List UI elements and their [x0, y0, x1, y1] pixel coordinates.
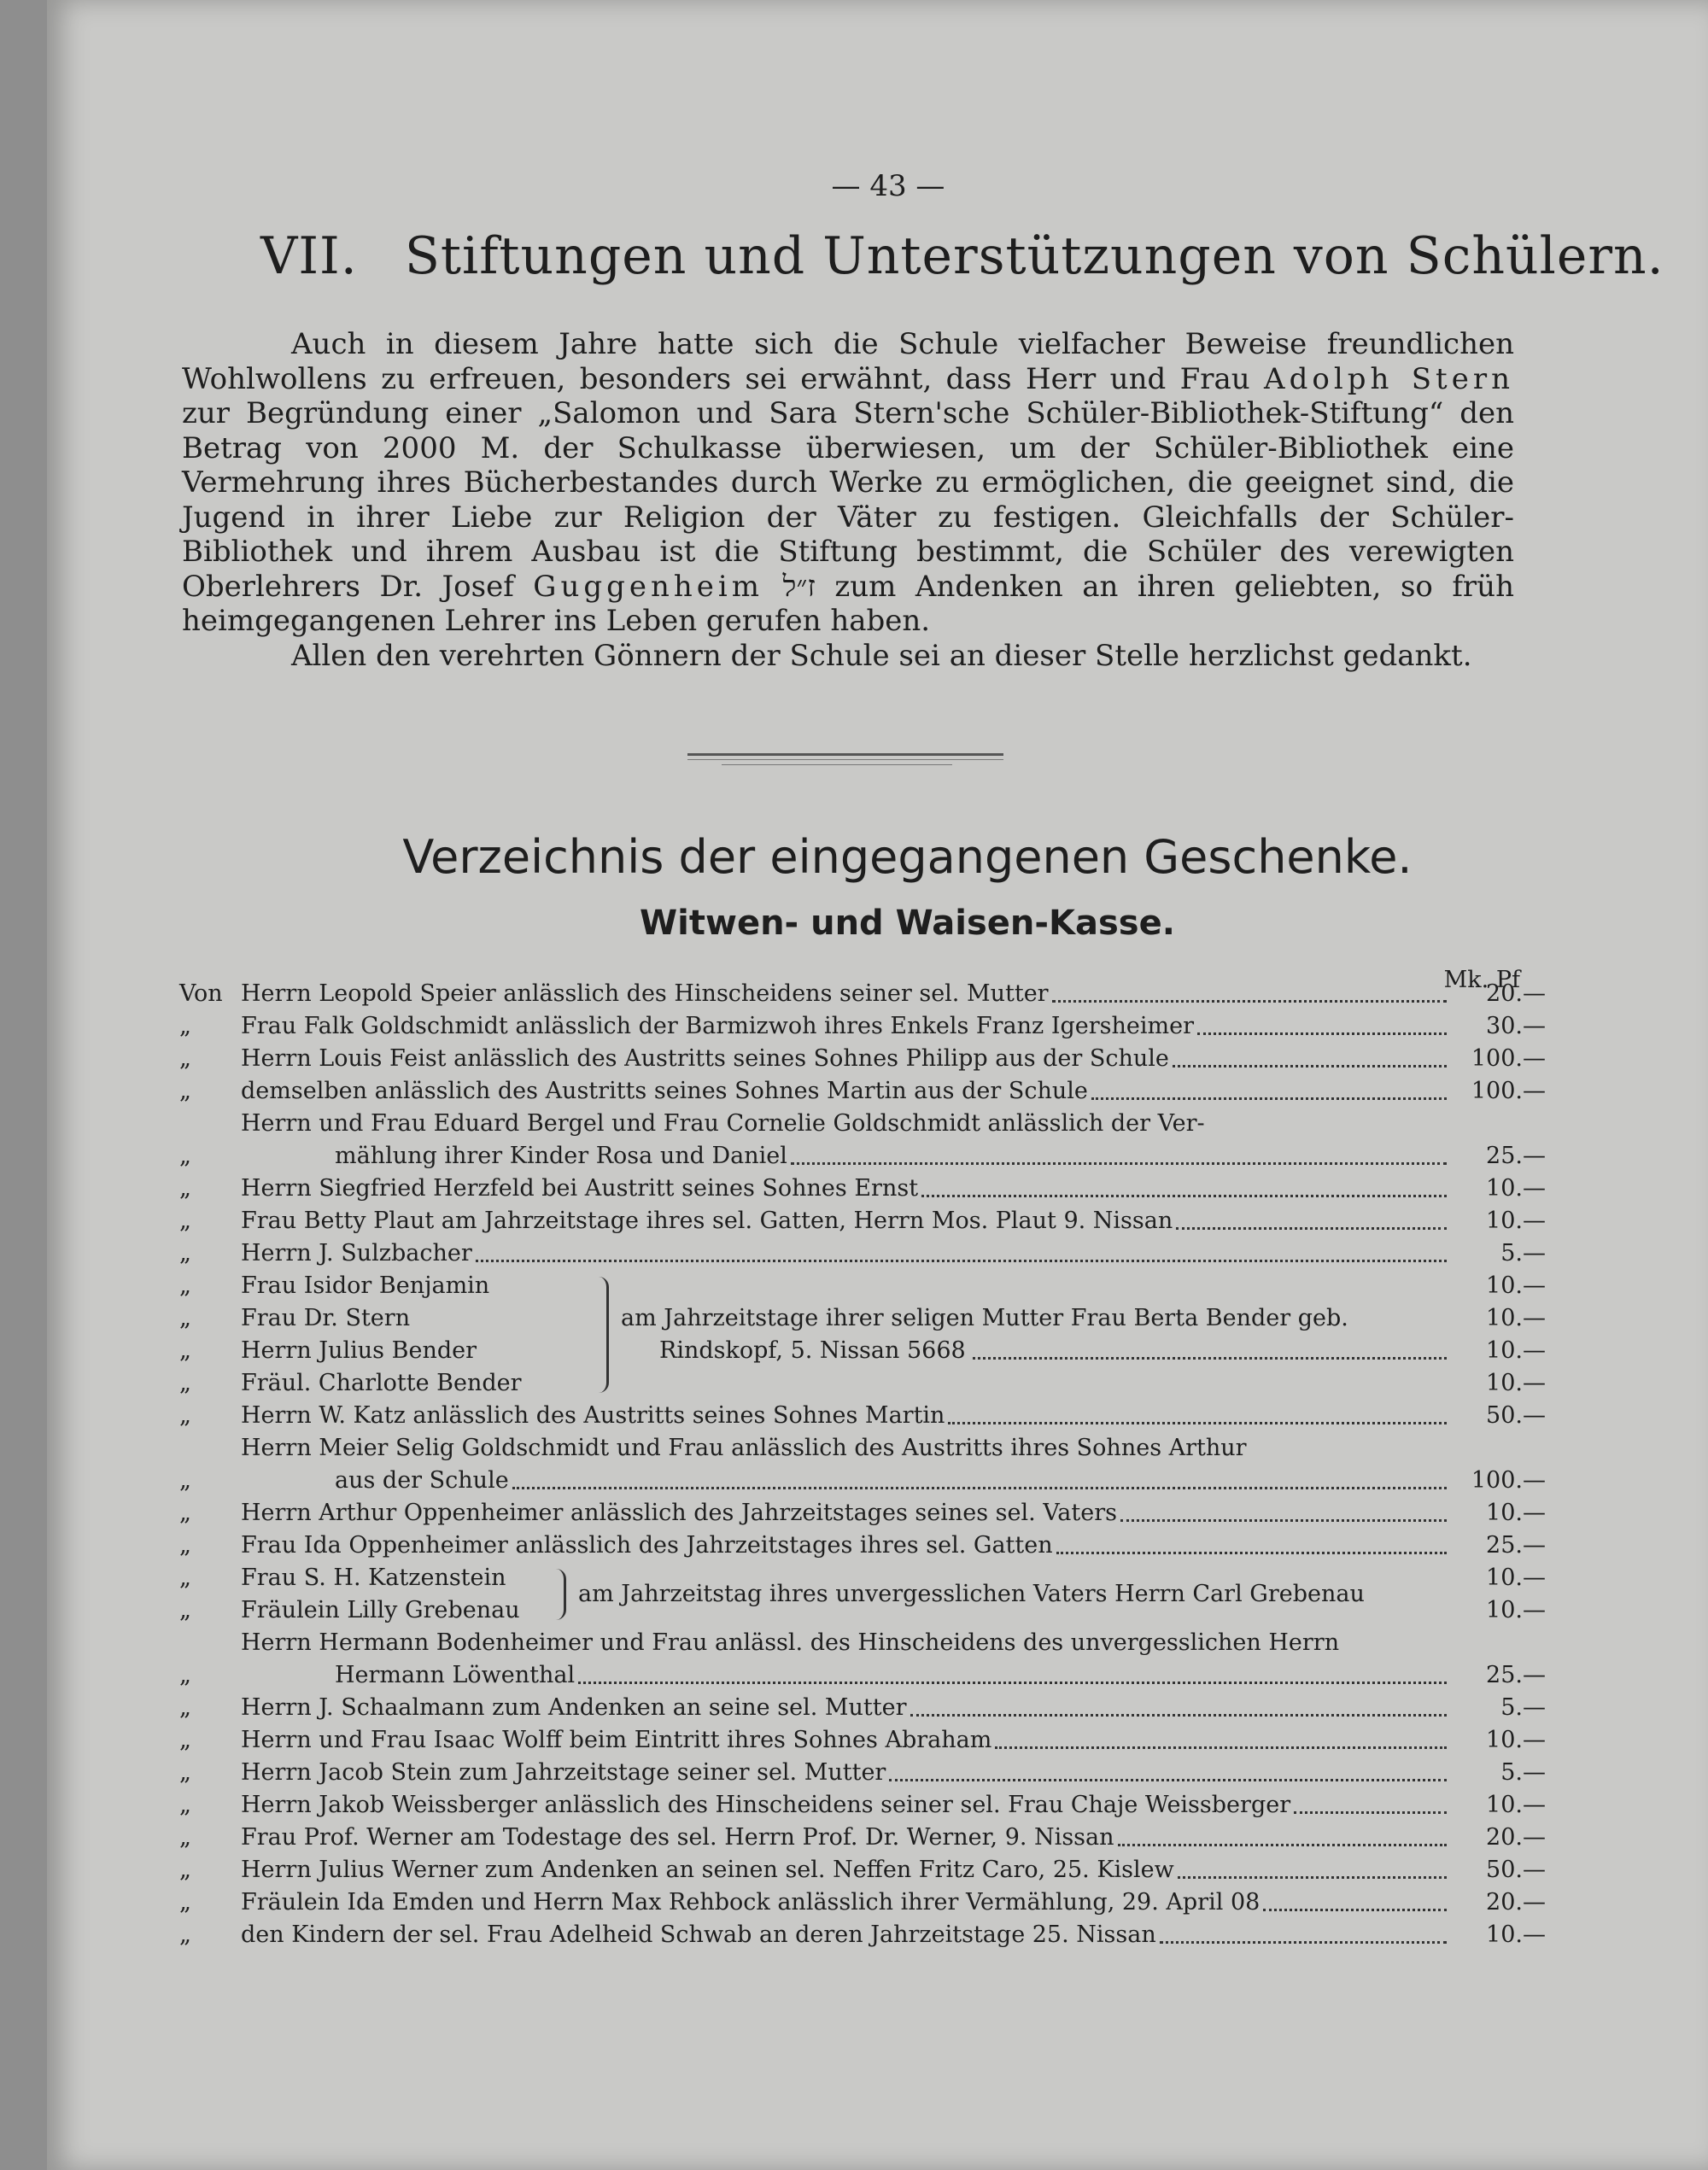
section-divider — [687, 753, 1003, 760]
intro-text — [182, 327, 1514, 673]
list-item: „ Herrn Louis Feist anlässlich des Austritts seines Sohnes Philipp aus der Schule 100.— — [179, 1043, 1546, 1075]
list-item: „ Frau Prof. Werner am Todestage des sel. Herrn Prof. Dr. Werner, 9. Nissan 20.— — [179, 1822, 1546, 1854]
grouped-donation: „ Frau S. H. Katzenstein „ Fräulein Lilly Grebenau am Jahrzeitstag ihres unvergesslichen Vaters Herrn Carl Grebenau 10.— 10.— — [179, 1562, 1546, 1627]
amount: 10.— — [1486, 1370, 1546, 1396]
amount: 10.— — [1486, 1565, 1546, 1591]
list-item: „ Herrn Jacob Stein zum Jahrzeitstage seiner sel. Mutter 5.— — [179, 1757, 1546, 1789]
list-item: „ Fräulein Ida Emden und Herrn Max Rehbock anlässlich ihrer Vermählung, 29. April 08 20.— — [179, 1886, 1546, 1919]
list-item: Von Herrn Leopold Speier anlässlich des Hinscheidens seiner sel. Mutter 20.— — [179, 978, 1546, 1010]
amount: 20.— — [1486, 1889, 1546, 1916]
amount: 100.— — [1471, 1045, 1546, 1072]
amount: 25.— — [1486, 1143, 1546, 1169]
intro-paragraph-2: Allen den verehrten Gönnern der Schule sei an dieser Stelle herzlichst gedankt. — [291, 638, 1472, 673]
amount: 5.— — [1500, 1240, 1546, 1266]
amount: 5.— — [1500, 1759, 1546, 1786]
section-title: Stiftungen und Unterstützungen von Schülern. — [404, 226, 1664, 286]
list-subtitle: Witwen- und Waisen-Kasse. — [640, 904, 1175, 943]
amount: 50.— — [1486, 1402, 1546, 1429]
amount: 10.— — [1486, 1500, 1546, 1526]
list-title: Verzeichnis der eingegangenen Geschenke. — [402, 830, 1413, 884]
document-page — [47, 0, 1708, 2170]
amount: 10.— — [1486, 1272, 1546, 1299]
list-item: „ Herrn Meier Selig Goldschmidt und Frau anlässlich des Austritts ihres Sohnes Arthur aus der Schule 100.— — [179, 1432, 1546, 1497]
amount: 10.— — [1486, 1792, 1546, 1818]
brace — [547, 1569, 566, 1620]
amount: 10.— — [1486, 1597, 1546, 1623]
section-heading — [260, 226, 1664, 286]
intro-paragraph-1: Auch in diesem Jahre hatte sich die Schule vielfacher Beweise freundlichen Wohlwollens zu erfreuen, besonders sei erwähnt, dass Herr und Frau Adolph Stern zur Begründung einer „Salomon und Sara Stern'sche Schüler-Bibliothek-Stiftung“ den Betrag von 2000 M. der Schulkasse überwiesen, um der Schüler-Bibliothek eine Vermehrung ihres Bücherbestandes durch Werke zu ermöglichen, die geeignet sind, die Jugend in ihrer Liebe zur Religion der Väter zu festigen. Gleichfalls der Schüler-Bibliothek und ihrem Ausbau ist die Stiftung bestimmt, die Schüler des verewigten Oberlehrers Dr. Josef Guggenheim ז״ל zum Andenken an ihren geliebten, so früh heimgegangenen Lehrer ins Leben gerufen haben. — [182, 327, 1514, 638]
list-item: „ Herrn und Frau Isaac Wolff beim Eintritt ihres Sohnes Abraham 10.— — [179, 1724, 1546, 1757]
teacher-name: Guggenheim — [533, 569, 764, 604]
amount: 20.— — [1486, 980, 1546, 1007]
amount: 10.— — [1486, 1727, 1546, 1753]
list-item: „ Herrn Julius Werner zum Andenken an seinen sel. Neffen Fritz Caro, 25. Kislew 50.— — [179, 1854, 1546, 1886]
amount: 10.— — [1486, 1208, 1546, 1234]
page-number: — 43 — — [831, 169, 945, 203]
list-item: „ Herrn J. Schaalmann zum Andenken an seine sel. Mutter 5.— — [179, 1692, 1546, 1724]
section-number: VII. — [260, 226, 358, 286]
amount: 10.— — [1486, 1921, 1546, 1948]
amount: 100.— — [1471, 1467, 1546, 1494]
donor-name: Adolph Stern — [1264, 361, 1514, 396]
amount: 25.— — [1486, 1662, 1546, 1688]
amount: 50.— — [1486, 1857, 1546, 1883]
amount: 5.— — [1500, 1694, 1546, 1721]
list-item: „ Herrn Jakob Weissberger anlässlich des Hinscheidens seiner sel. Frau Chaje Weissberger 10.— — [179, 1789, 1546, 1822]
brace — [589, 1277, 609, 1393]
list-item: „ demselben anlässlich des Austritts seines Sohnes Martin aus der Schule 100.— — [179, 1075, 1546, 1108]
grouped-donation: „ Frau Isidor Benjamin „ Frau Dr. Stern „ Herrn Julius Bender „ Fräul. Charlotte Bender am Jahrzeitstage ihrer seligen Mutter Frau Berta Bender geb. Rindskopf, 5. Nissan 5668 10.— 10.— 10.— 10.— — [179, 1270, 1546, 1400]
list-item: „ Herrn Arthur Oppenheimer anlässlich des Jahrzeitstages seines sel. Vaters 10.— — [179, 1497, 1546, 1530]
list-item: „ Herrn Hermann Bodenheimer und Frau anlässl. des Hinscheidens des unvergesslichen Herrn Hermann Löwenthal 25.— — [179, 1627, 1546, 1692]
amount: 100.— — [1471, 1078, 1546, 1104]
list-item: „ Herrn W. Katz anlässlich des Austritts seines Sohnes Martin 50.— — [179, 1400, 1546, 1432]
list-item: „ Herrn und Frau Eduard Bergel und Frau Cornelie Goldschmidt anlässlich der Ver- mählung ihrer Kinder Rosa und Daniel 25.— — [179, 1108, 1546, 1173]
donation-list — [179, 978, 1546, 1951]
amount: 10.— — [1486, 1337, 1546, 1364]
currency-header: Mk. Pf — [1443, 967, 1520, 993]
list-item: „ Frau Betty Plaut am Jahrzeitstage ihres sel. Gatten, Herrn Mos. Plaut 9. Nissan 10.— — [179, 1205, 1546, 1237]
amount: 20.— — [1486, 1824, 1546, 1851]
list-item: „ Herrn J. Sulzbacher 5.— — [179, 1237, 1546, 1270]
amount: 10.— — [1486, 1305, 1546, 1331]
amount: 30.— — [1486, 1013, 1546, 1039]
list-item: „ Frau Ida Oppenheimer anlässlich des Jahrzeitstages ihres sel. Gatten 25.— — [179, 1530, 1546, 1562]
list-item: „ den Kindern der sel. Frau Adelheid Schwab an deren Jahrzeitstage 25. Nissan 10.— — [179, 1919, 1546, 1951]
amount: 10.— — [1486, 1175, 1546, 1202]
list-item: „ Frau Falk Goldschmidt anlässlich der Barmizwoh ihres Enkels Franz Igersheimer 30.— — [179, 1010, 1546, 1043]
list-item: „ Herrn Siegfried Herzfeld bei Austritt seines Sohnes Ernst 10.— — [179, 1173, 1546, 1205]
amount: 25.— — [1486, 1532, 1546, 1559]
